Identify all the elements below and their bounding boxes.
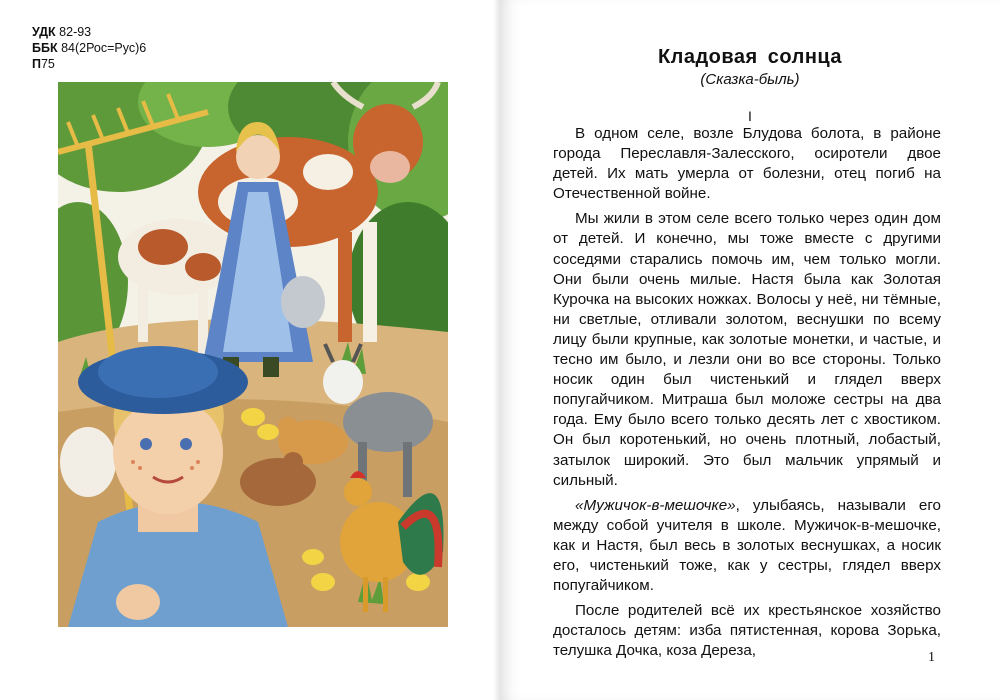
story-title: Кладовая солнца xyxy=(657,46,843,68)
paragraph: В одном селе, возле Блудова болота, в районе города Переславля-Залесского, осиротели двое детей. Их мать умерла от болезни, отец погиб на Отечественной войне. xyxy=(553,125,941,203)
farmyard-illustration xyxy=(58,82,448,627)
bbk-label: ББК xyxy=(32,41,58,55)
paragraph: «Мужичок-в-мешочке», улыбаясь, называли его между собой учителя в школе. Мужичок-в-мешочке, как и Настя, был весь в золотых веснушках, а носик его, чистенький тоже, как у сестры, глядел вверх попугайчиком. xyxy=(553,496,941,595)
italic-nickname: «Мужичок-в-мешочке» xyxy=(575,496,736,514)
story-subtitle: (Сказка-быль) xyxy=(700,71,800,88)
author-mark-label: П xyxy=(32,57,41,71)
paragraph: После родителей всё их крестьянское хозяйство досталось детям: изба пятистенная, корова Зорька, телушка Дочка, коза Дереза, xyxy=(553,602,941,660)
author-mark-value: 75 xyxy=(40,57,55,71)
chapter-number: I xyxy=(748,108,752,124)
page-number: 1 xyxy=(928,650,935,665)
bibliographic-block xyxy=(32,24,146,72)
bbk-line xyxy=(32,40,146,56)
udk-line xyxy=(32,24,146,40)
boy-hand xyxy=(116,584,160,620)
udk-value: 82-93 xyxy=(55,25,92,39)
bbk-value: 84(2Рос=Рус)6 xyxy=(57,41,147,55)
author-mark-line xyxy=(32,56,146,72)
milk-pail xyxy=(281,276,325,328)
story-text xyxy=(553,124,941,661)
udk-label: УДК xyxy=(32,25,56,39)
paragraph: Мы жили в этом селе всего только через один дом от детей. И конечно, мы тоже вместе с другими соседями старались помочь им, чем только могли. Они были очень милые. Настя была как Золотая Курочка на высоких ножках. Волосы у неё, ни тёмные, ни светлые, отливали золотом, веснушки по всему лицу были крупные, как золотые монетки, и частые, и тесно им было, и лезли они во все стороны. Только носик один был чистенький и глядел вверх попугайчиком. Митраша был моложе сестры на два года. Ему было всего только десять лет с хвостиком. Он был коротенький, но очень плотный, лобастый, затылок широкий. Это был мальчик упрямый и сильный. xyxy=(553,210,941,489)
